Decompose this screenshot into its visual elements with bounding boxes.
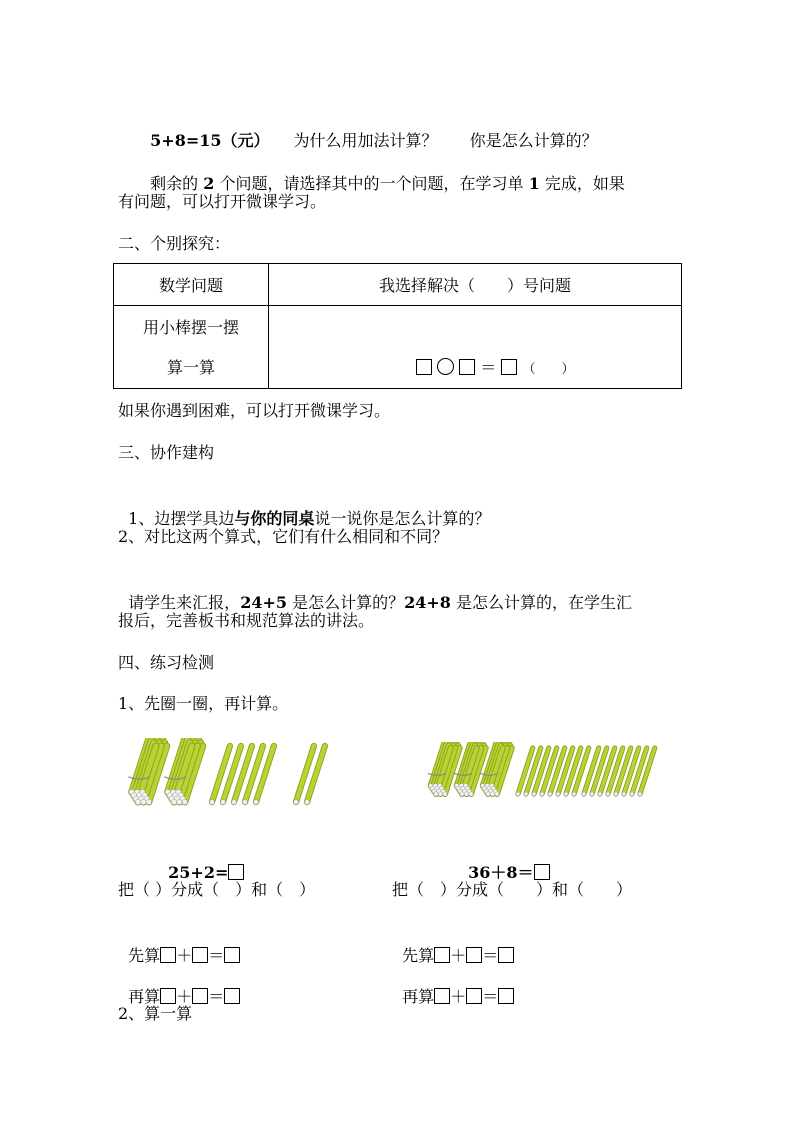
section-4-title: 四、练习检测: [118, 653, 215, 672]
stick-bundle-icon: [164, 738, 202, 805]
blank-circle-icon[interactable]: [437, 358, 454, 375]
report-equation-1: 24+5: [240, 593, 287, 612]
right-equation-text: 36＋8＝: [468, 863, 534, 882]
report-equation-2: 24+8: [404, 593, 451, 612]
report-text-c: 是怎么计算的，在学生汇: [456, 593, 633, 612]
answer-formula: [416, 358, 575, 380]
right-then-calc: [392, 961, 514, 1009]
section-4-item-1: 1、先圈一圈，再计算。: [118, 694, 289, 713]
equals-sign: ＝: [482, 987, 499, 1006]
left-split: 把（ ）分成（ ）和（ ）: [118, 880, 316, 899]
first-calc-label: 先算: [128, 946, 161, 965]
report-line-2: 报后，完善板书和规范算法的讲法。: [118, 611, 375, 630]
then-calc-label: 再算: [402, 987, 435, 1006]
table-header-math-problem: 数学问题: [114, 264, 269, 306]
unit-paren: （ ）: [522, 362, 575, 377]
table-label-calc: 算一算: [166, 358, 215, 377]
section-4-item-2: 2、算一算: [118, 1004, 193, 1023]
equals-sign: ＝: [480, 358, 497, 377]
problem-table: [113, 263, 682, 389]
equals-sign: ＝: [208, 987, 225, 1006]
blank-box-icon[interactable]: [501, 359, 517, 375]
intro-question-1: 为什么用加法计算？: [293, 131, 438, 150]
blank-box-icon[interactable]: [192, 988, 208, 1004]
section-3-item-2: 2、对比这两个算式，它们有什么相同和不同？: [118, 527, 449, 546]
table-header-choice: 我选择解决（ ）号问题: [269, 264, 682, 306]
section-3-item-1: [118, 483, 490, 531]
intro-text-a: 剩余的: [150, 174, 199, 193]
intro-equation: 5+8=15（元）: [150, 131, 262, 150]
intro-line-2: [140, 148, 625, 196]
equals-sign: ＝: [208, 946, 225, 965]
item1-bold: 与你的同桌: [234, 509, 315, 528]
table-row-label: [114, 306, 269, 389]
intro-line-3: 有问题，可以打开微课学习。: [118, 192, 327, 211]
blank-box-icon[interactable]: [416, 359, 432, 375]
blank-box-icon[interactable]: [459, 359, 475, 375]
report-text-a: 请学生来汇报，: [128, 593, 241, 612]
plus-sign: ＋: [450, 987, 467, 1006]
first-calc-label: 先算: [402, 946, 435, 965]
intro-text-b: 个问题，请选择其中的一个问题，在学习单: [219, 174, 524, 193]
stick-bundle-icon: [128, 738, 166, 805]
plus-sign: ＋: [450, 946, 467, 965]
blank-box-icon[interactable]: [224, 988, 240, 1004]
table-label-sticks: 用小棒摆一摆: [142, 318, 239, 337]
section-3-title: 三、协作建构: [118, 443, 215, 462]
equals-sign: ＝: [482, 946, 499, 965]
item1-text-b: 说一说你是怎么计算的？: [314, 509, 491, 528]
section-2-title: 二、个别探究：: [118, 234, 231, 253]
intro-line-1: [140, 105, 598, 153]
item1-text-a: 1、边摆学具边: [128, 509, 235, 528]
intro-question-2: 你是怎么计算的？: [469, 131, 598, 150]
right-split: 把（ ）分成（ ）和（ ）: [392, 880, 633, 899]
intro-number-2: 2: [203, 174, 215, 193]
blank-box-icon[interactable]: [434, 988, 450, 1004]
intro-number-1: 1: [528, 174, 540, 193]
table-work-area: [269, 306, 682, 389]
plus-sign: ＋: [176, 946, 193, 965]
report-line-1: [118, 567, 632, 615]
then-calc-label: 再算: [128, 987, 161, 1006]
intro-text-c: 完成，如果: [544, 174, 625, 193]
blank-box-icon[interactable]: [498, 988, 514, 1004]
blank-box-icon[interactable]: [466, 988, 482, 1004]
report-text-b: 是怎么计算的？: [292, 593, 405, 612]
difficulty-note: 如果你遇到困难，可以打开微课学习。: [118, 401, 391, 420]
sticks-illustration-right: [424, 742, 660, 804]
plus-sign: ＋: [176, 987, 193, 1006]
left-equation-text: 25+2=: [168, 863, 229, 882]
sticks-illustration-left: [128, 738, 338, 810]
